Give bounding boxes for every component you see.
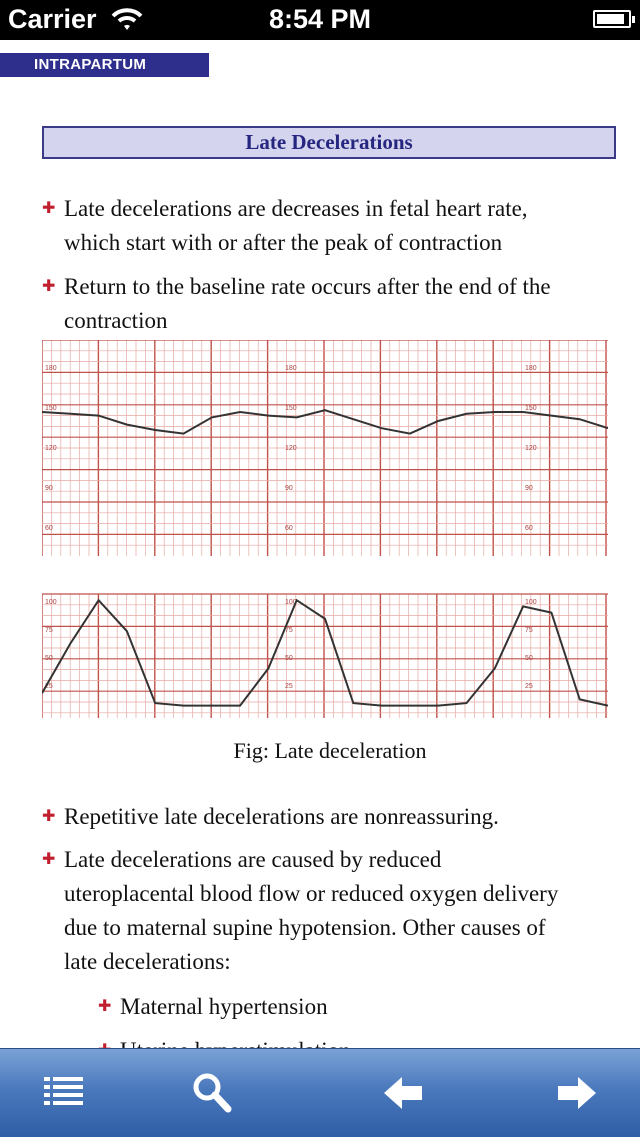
bullet-icon: ✚ bbox=[42, 808, 56, 825]
scale-label: 90 bbox=[285, 485, 293, 492]
scale-label: 100 bbox=[525, 599, 537, 606]
status-bar bbox=[0, 0, 640, 40]
scale-label: 120 bbox=[45, 445, 57, 452]
scale-label: 150 bbox=[45, 405, 57, 412]
previous-page-button[interactable] bbox=[374, 1069, 434, 1117]
bullet-icon: ✚ bbox=[42, 851, 56, 868]
scale-label: 25 bbox=[285, 683, 293, 690]
scale-label: 150 bbox=[285, 405, 297, 412]
list-item bbox=[98, 990, 598, 1024]
bullet-icon: ✚ bbox=[98, 998, 112, 1015]
scale-label: 100 bbox=[285, 599, 297, 606]
ctg-chart bbox=[42, 340, 608, 732]
clock: 8:54 PM bbox=[268, 4, 372, 34]
search-icon bbox=[182, 1069, 242, 1117]
figure-caption: Fig: Late deceleration bbox=[233, 738, 427, 763]
bullet-icon: ✚ bbox=[42, 200, 56, 217]
bullet-icon: ✚ bbox=[42, 278, 56, 295]
scale-label: 75 bbox=[285, 627, 293, 634]
bullet-text: due to maternal supine hypotension. Other causes of bbox=[64, 915, 546, 940]
scale-label: 150 bbox=[525, 405, 537, 412]
arrow-left-icon bbox=[374, 1069, 434, 1117]
page-title: Late Decelerations bbox=[42, 126, 616, 159]
search-button[interactable] bbox=[182, 1069, 242, 1117]
scale-label: 25 bbox=[45, 683, 53, 690]
bullet-text: contraction bbox=[64, 308, 168, 333]
ctg-figure bbox=[42, 340, 608, 732]
arrow-right-icon bbox=[546, 1069, 606, 1117]
scale-label: 60 bbox=[45, 525, 53, 532]
scale-label: 100 bbox=[45, 599, 57, 606]
bullet-text: Late decelerations are caused by reduced bbox=[64, 847, 442, 872]
scale-label: 75 bbox=[45, 627, 53, 634]
scale-label: 120 bbox=[285, 445, 297, 452]
bullet-text: Repetitive late decelerations are nonreassuring. bbox=[64, 804, 499, 829]
scale-label: 50 bbox=[285, 655, 293, 662]
bullet-text: Maternal hypertension bbox=[120, 994, 328, 1019]
scale-label: 120 bbox=[525, 445, 537, 452]
list-item bbox=[42, 192, 612, 260]
bullet-text: Return to the baseline rate occurs after the end of the bbox=[64, 274, 551, 299]
scale-label: 180 bbox=[285, 365, 297, 372]
scale-label: 75 bbox=[525, 627, 533, 634]
list-item bbox=[42, 843, 612, 979]
list-item bbox=[42, 800, 612, 834]
scale-label: 50 bbox=[45, 655, 53, 662]
section-tag: INTRAPARTUM bbox=[0, 53, 209, 77]
bullet-text: late decelerations: bbox=[64, 949, 231, 974]
carrier-label: Carrier bbox=[8, 4, 97, 34]
scale-label: 60 bbox=[285, 525, 293, 532]
scale-label: 180 bbox=[525, 365, 537, 372]
scale-label: 25 bbox=[525, 683, 533, 690]
bullet-text: which start with or after the peak of contraction bbox=[64, 230, 503, 255]
bullet-text: Late decelerations are decreases in fetal heart rate, bbox=[64, 196, 528, 221]
scale-label: 180 bbox=[45, 365, 57, 372]
next-page-button[interactable] bbox=[546, 1069, 606, 1117]
scale-label: 60 bbox=[525, 525, 533, 532]
battery-icon bbox=[593, 10, 631, 28]
contents-button[interactable] bbox=[34, 1069, 94, 1117]
scale-label: 50 bbox=[525, 655, 533, 662]
list-icon bbox=[34, 1069, 94, 1117]
scale-label: 90 bbox=[45, 485, 53, 492]
scale-label: 90 bbox=[525, 485, 533, 492]
list-item bbox=[42, 270, 612, 338]
bullet-text: uteroplacental blood flow or reduced oxygen delivery bbox=[64, 881, 559, 906]
bottom-toolbar bbox=[0, 1048, 640, 1137]
